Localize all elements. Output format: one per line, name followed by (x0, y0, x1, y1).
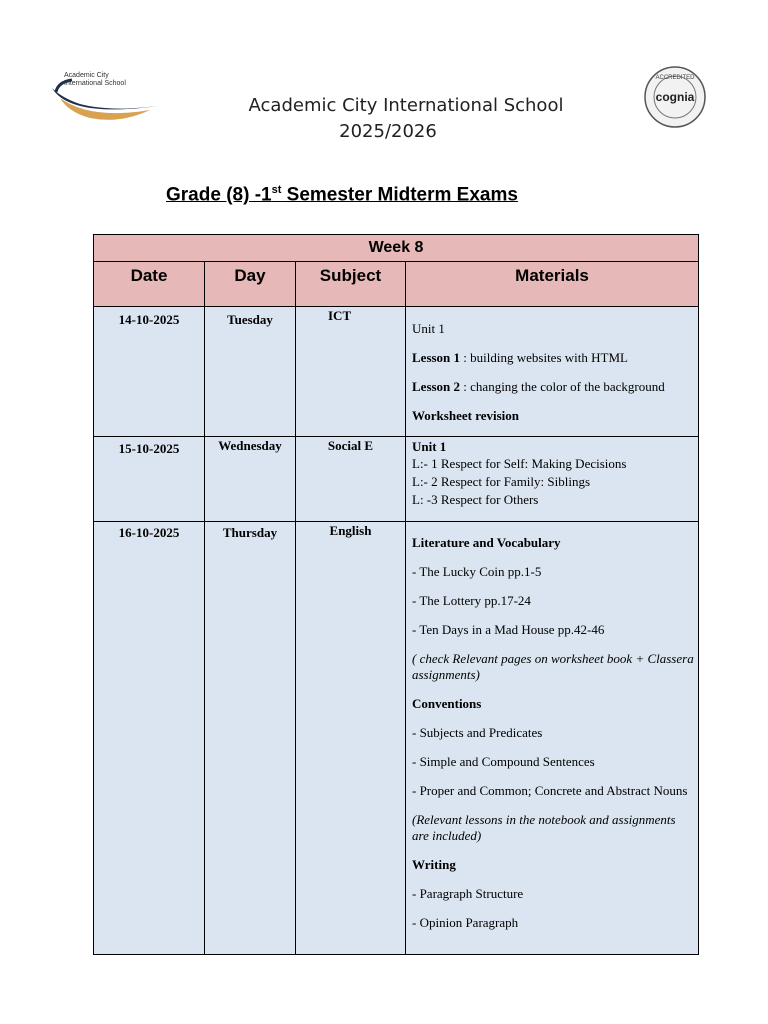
title-superscript: st (271, 184, 282, 196)
title-suffix: Semester Midterm Exams (281, 184, 518, 206)
materials-line: - Subjects and Predicates (412, 725, 543, 740)
subject-text: English (329, 523, 372, 538)
cell-day (205, 522, 296, 955)
cell-materials (406, 307, 699, 437)
day-text: Tuesday (227, 312, 273, 327)
lesson-label: Lesson 1 (412, 350, 461, 365)
logo-text: Academic City International School (64, 72, 126, 87)
cell-materials (406, 437, 699, 522)
materials-line: L:- 1 Respect for Self: Making Decisions (412, 456, 627, 471)
title-prefix: Grade (8) -1 (166, 184, 272, 206)
table-row (94, 437, 699, 522)
materials-line: - Paragraph Structure (412, 886, 524, 901)
cell-subject (296, 437, 406, 522)
date-text: 15-10-2025 (118, 441, 180, 456)
week-label: Week 8 (94, 235, 699, 262)
column-header-row (94, 262, 699, 307)
column-header-day: Day (205, 262, 296, 307)
materials-line: - The Lottery pp.17-24 (412, 593, 531, 608)
section-heading: Writing (412, 857, 456, 872)
materials-line: Unit 1 (412, 321, 445, 336)
date-text: 16-10-2025 (118, 525, 180, 540)
academic-year: 2025/2026 (339, 121, 437, 142)
exam-title (166, 184, 518, 206)
section-heading: Conventions (412, 696, 482, 711)
week-header-row (94, 235, 699, 262)
school-name: Academic City International School (248, 95, 564, 116)
materials-note: ( check Relevant pages on worksheet book + Classera assignments) (412, 651, 694, 682)
cell-day (205, 307, 296, 437)
materials-line: Unit 1 (412, 439, 447, 454)
column-header-materials: Materials (406, 262, 699, 307)
cell-subject (296, 307, 406, 437)
date-text: 14-10-2025 (118, 312, 180, 327)
materials-note: (Relevant lessons in the notebook and assignments are included) (412, 812, 676, 843)
materials-line: L: -3 Respect for Others (412, 492, 539, 507)
materials-line: L:- 2 Respect for Family: Siblings (412, 474, 591, 489)
materials-line: - Proper and Common; Concrete and Abstract Nouns (412, 783, 688, 798)
materials-line: - Simple and Compound Sentences (412, 754, 595, 769)
materials-line: - The Lucky Coin pp.1-5 (412, 564, 542, 579)
cell-materials (406, 522, 699, 955)
cell-date (94, 307, 205, 437)
column-header-subject: Subject (296, 262, 406, 307)
seal-top-text: ACCREDITED (655, 75, 695, 81)
column-header-date: Date (94, 262, 205, 307)
materials-line: Worksheet revision (412, 408, 520, 423)
lesson-text: : changing the color of the background (460, 379, 665, 394)
materials-line: - Ten Days in a Mad House pp.42-46 (412, 622, 605, 637)
materials-line (412, 350, 694, 366)
subject-text: Social E (327, 438, 374, 453)
subject-text: ICT (328, 308, 352, 323)
materials-line (412, 379, 694, 395)
seal-brand-text: cognia (655, 90, 695, 104)
lesson-label: Lesson 2 (412, 379, 461, 394)
cell-day (205, 437, 296, 522)
day-text: Wednesday (218, 438, 282, 453)
exam-schedule-table (93, 234, 699, 955)
materials-line: - Opinion Paragraph (412, 915, 519, 930)
cell-subject (296, 522, 406, 955)
day-text: Thursday (222, 525, 278, 540)
table-row (94, 522, 699, 955)
cell-date (94, 437, 205, 522)
section-heading: Literature and Vocabulary (412, 535, 561, 550)
lesson-text: : building websites with HTML (460, 350, 628, 365)
table-row (94, 307, 699, 437)
cell-date (94, 522, 205, 955)
